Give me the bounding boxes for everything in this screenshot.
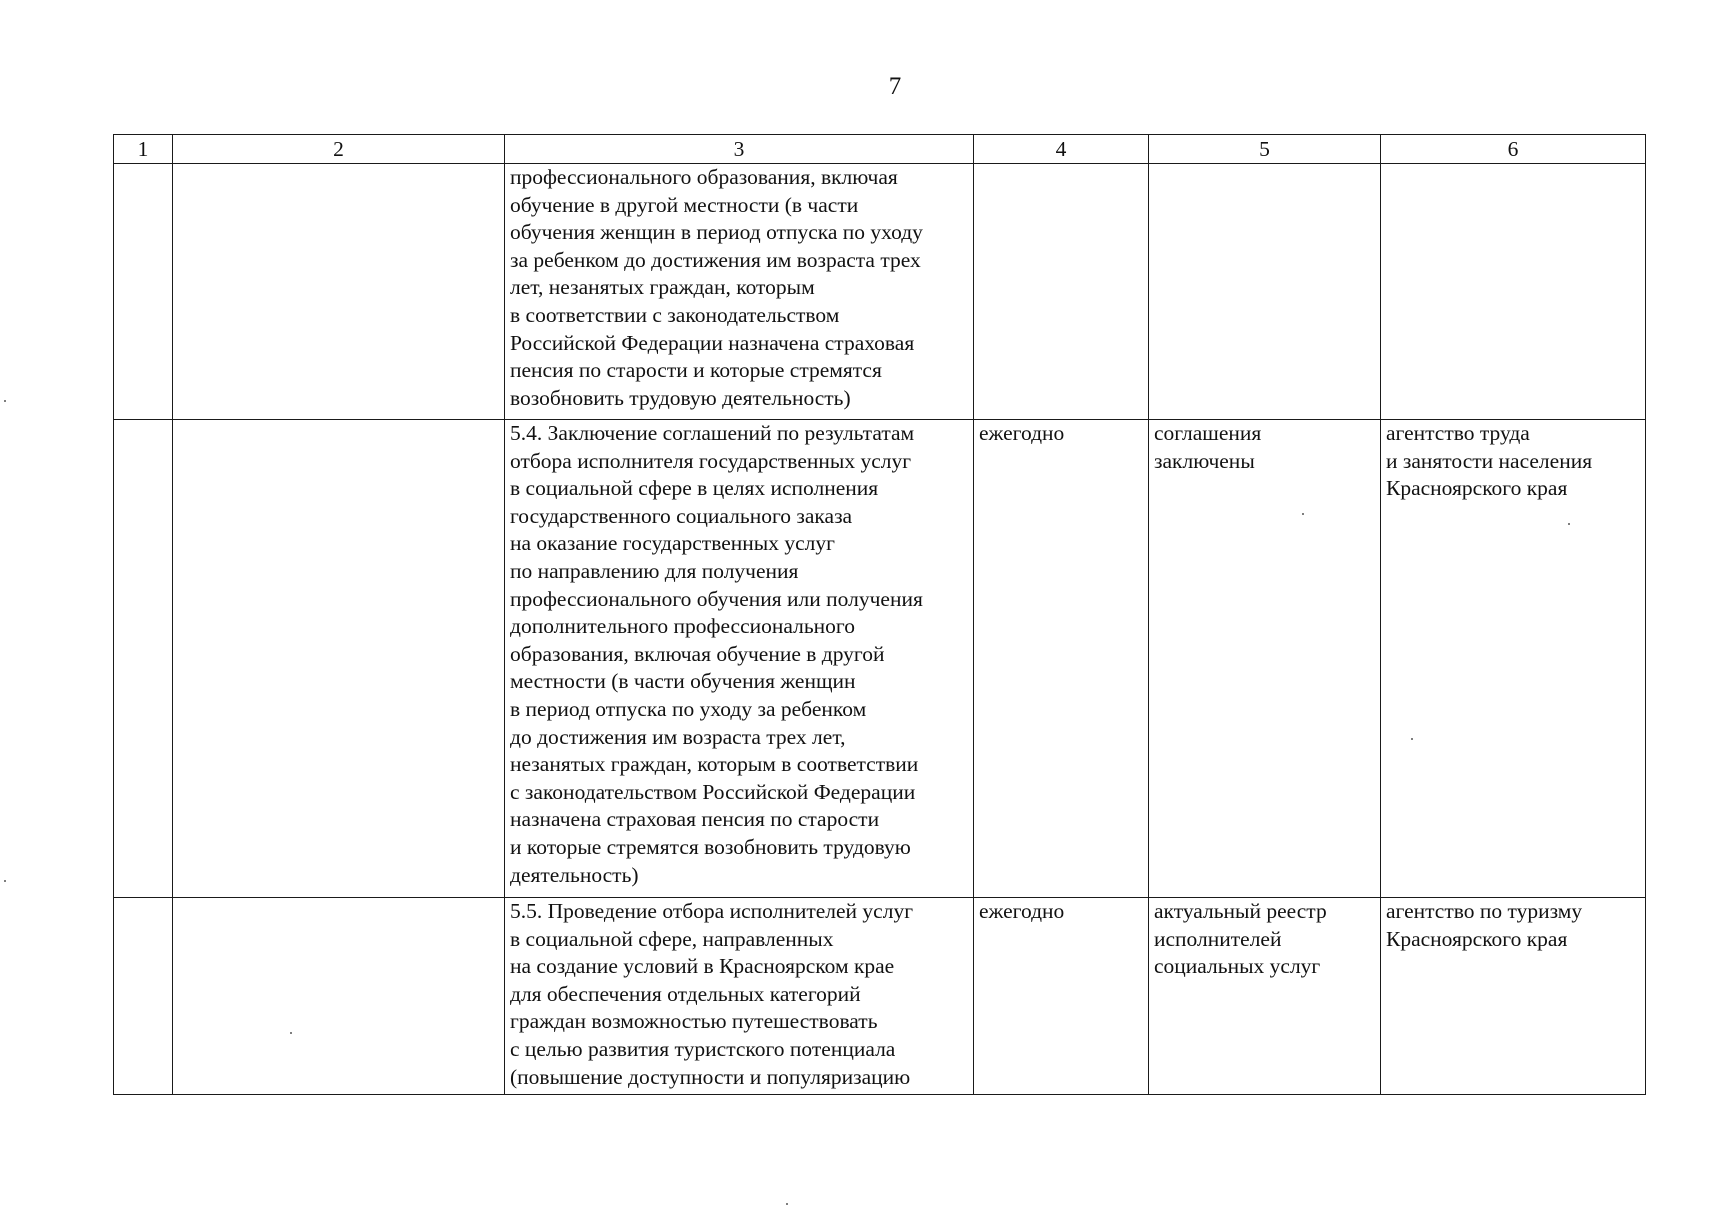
row1-result [1149, 164, 1381, 420]
scan-speck [1568, 523, 1570, 525]
row3-responsible: агентство по туризму Красноярского края [1381, 898, 1646, 1095]
scan-speck [4, 400, 6, 402]
row2-col2 [173, 420, 505, 898]
row1-measure-text: профессионального образования, включая обучение в другой местности (в части обучения женщин в период отпуска по уходу за ребенком до достижения им возраста трех лет, незанятых граждан, которым в соответствии с законодательством Российской Федерации назначена страховая пенсия по старости и которые стремятся возобновить трудовую деятельность) [505, 164, 974, 420]
row1-col2 [173, 164, 505, 420]
row2-responsible: агентство труда и занятости населения Красноярского края [1381, 420, 1646, 898]
row3-col1 [114, 898, 173, 1095]
scan-speck [290, 1032, 292, 1034]
table-row [114, 164, 1646, 420]
header-col-3: 3 [505, 135, 974, 164]
row2-col1 [114, 420, 173, 898]
table-row [114, 898, 1646, 1095]
scan-speck [1302, 513, 1304, 515]
page-number: 7 [888, 73, 902, 100]
row1-col1 [114, 164, 173, 420]
row3-col2 [173, 898, 505, 1095]
row1-responsible [1381, 164, 1646, 420]
row2-deadline: ежегодно [974, 420, 1149, 898]
row3-deadline: ежегодно [974, 898, 1149, 1095]
table-row [114, 420, 1646, 898]
row3-measure-text: 5.5. Проведение отбора исполнителей услуг в социальной сфере, направленных на создание условий в Красноярском крае для обеспечения отдельных категорий граждан возможностью путешествовать с целью развития туристского потенциала (повышение доступности и популяризацию [505, 898, 974, 1095]
header-col-4: 4 [974, 135, 1149, 164]
row2-result: соглашения заключены [1149, 420, 1381, 898]
header-col-2: 2 [173, 135, 505, 164]
table-header-row [114, 135, 1646, 164]
header-col-5: 5 [1149, 135, 1381, 164]
scan-speck [1411, 738, 1413, 740]
header-col-6: 6 [1381, 135, 1646, 164]
row3-result: актуальный реестр исполнителей социальных услуг [1149, 898, 1381, 1095]
row1-deadline [974, 164, 1149, 420]
scan-speck [4, 880, 6, 882]
header-col-1: 1 [114, 135, 173, 164]
plan-table [113, 134, 1646, 1095]
row2-measure-text: 5.4. Заключение соглашений по результатам отбора исполнителя государственных услуг в социальной сфере в целях исполнения государственного социального заказа на оказание государственных услуг по направлению для получения профессионального обучения или получения дополнительного профессионального образования, включая обучение в другой местности (в части обучения женщин в период отпуска по уходу за ребенком до достижения им возраста трех лет, незанятых граждан, которым в соответствии с законодательством Российской Федерации назначена страховая пенсия по старости и которые стремятся возобновить трудовую деятельность) [505, 420, 974, 898]
